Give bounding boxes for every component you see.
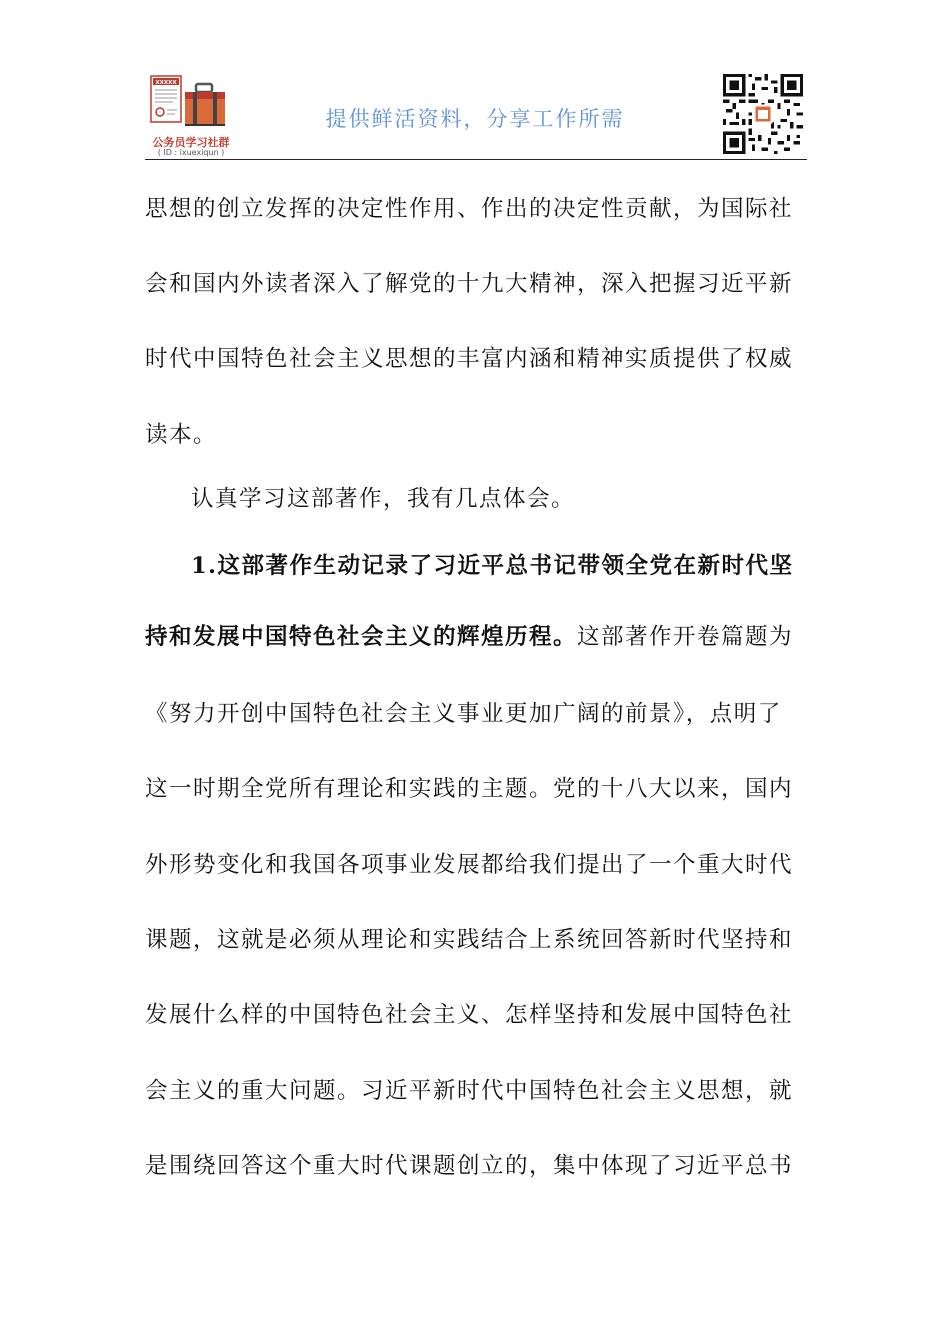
- text-line: 读本。: [145, 422, 218, 448]
- text-line: 会和国内外读者深入了解党的十九大精神，深入把握习近平新: [145, 271, 794, 297]
- text-line: 会主义的重大问题。习近平新时代中国特色社会主义思想，就: [145, 1078, 794, 1104]
- page-header: [145, 66, 807, 160]
- logo-name: 公务员学习社群: [152, 136, 230, 149]
- bold-heading-fragment: 持和发展中国特色社会主义的辉煌历程。: [145, 624, 578, 650]
- qr-code-icon: [723, 74, 803, 154]
- logo-id: ( ID : ixuexiqun ): [157, 148, 225, 157]
- header-divider: [145, 159, 807, 160]
- text-line: 时代中国特色社会主义思想的丰富内涵和精神实质提供了权威: [145, 346, 794, 372]
- logo-badge-text: XXXXX: [155, 79, 177, 86]
- briefcase-logo-icon: [147, 72, 235, 132]
- text-line: 认真学习这部著作，我有几点体会。: [191, 486, 576, 512]
- text-line: 思想的创立发挥的决定性作用、作出的决定性贡献，为国际社: [145, 196, 794, 222]
- bold-heading-line: 1.这部著作生动记录了习近平总书记带领全党在新时代坚: [191, 553, 794, 579]
- text-line: 《努力开创中国特色社会主义事业更加广阔的前景》，点明了: [145, 701, 782, 727]
- text-line: 课题，这就是必须从理论和实践结合上系统回答新时代坚持和: [145, 927, 794, 953]
- text-line: 这一时期全党所有理论和实践的主题。党的十八大以来，国内: [145, 776, 794, 802]
- header-slogan: 提供鲜活资料，分享工作所需: [325, 107, 625, 131]
- logo: [147, 72, 235, 158]
- text-line: 发展什么样的中国特色社会主义、怎样坚持和发展中国特色社: [145, 1002, 794, 1028]
- text-line: 外形势变化和我国各项事业发展都给我们提出了一个重大时代: [145, 852, 794, 878]
- text-fragment: 这部著作开卷篇题为: [577, 624, 794, 650]
- text-line: 是围绕回答这个重大时代课题创立的，集中体现了习近平总书: [145, 1153, 794, 1179]
- text-line: [145, 622, 795, 652]
